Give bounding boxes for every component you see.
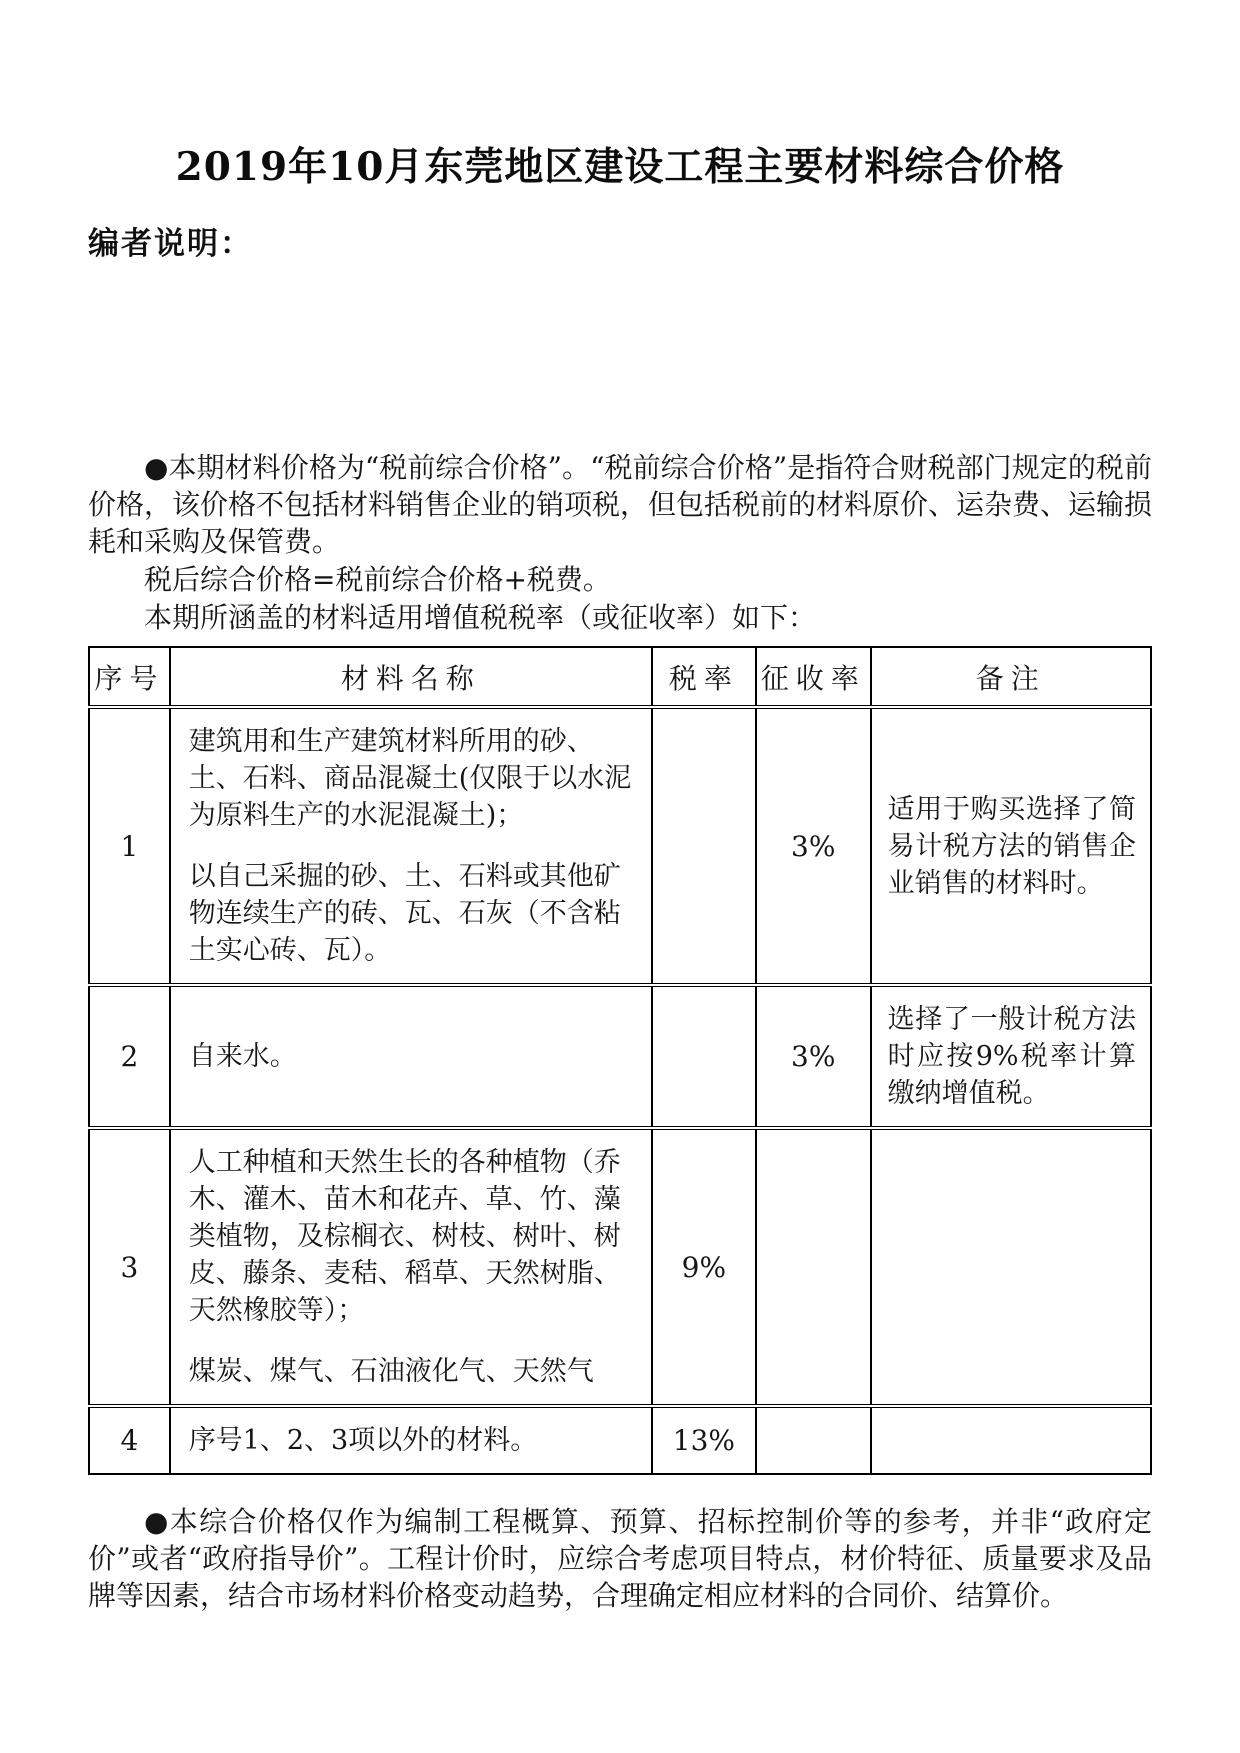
- table-row: [89, 985, 1151, 1128]
- column-header-no: 序号: [89, 647, 170, 707]
- material-paragraph: 建筑用和生产建筑材料所用的砂、土、石料、商品混凝土(仅限于以水泥为原料生产的水泥混凝土)；: [188, 726, 632, 831]
- table-header-row: [89, 647, 1151, 707]
- intro-paragraph-table-caption: 本期所涵盖的材料适用增值税税率（或征收率）如下：: [144, 601, 817, 634]
- material-paragraph: 序号1、2、3项以外的材料。: [188, 1425, 538, 1456]
- cell-levy-rate: 3%: [756, 985, 871, 1128]
- column-header-tax-rate: 税率: [652, 647, 756, 707]
- cell-remark: [871, 1406, 1151, 1474]
- intro-paragraph-pretax-price: ●本期材料价格为“税前综合价格”。“税前综合价格”是指符合财税部门规定的税前价格，该价格不包括材料销售企业的销项税，但包括税前的材料原价、运杂费、运输损耗和采购及保管费。: [88, 451, 1153, 558]
- cell-tax-rate: [652, 707, 756, 985]
- footer-note-section: [88, 1503, 1152, 1614]
- intro-section: [88, 449, 1152, 636]
- cell-levy-rate: [756, 1406, 871, 1474]
- material-paragraph: 以自己采掘的砂、土、石料或其他矿物连续生产的砖、瓦、石灰（不含粘土实心砖、瓦）。: [188, 861, 621, 966]
- cell-material: [170, 1406, 652, 1474]
- cell-remark: [871, 1128, 1151, 1406]
- cell-material: [170, 1128, 652, 1406]
- cell-tax-rate: 9%: [652, 1128, 756, 1406]
- cell-remark: 选择了一般计税方法时应按9%税率计算缴纳增值税。: [871, 985, 1151, 1128]
- cell-levy-rate: [756, 1128, 871, 1406]
- editor-note-label: 编者说明：: [88, 226, 253, 262]
- cell-row-no: 2: [89, 985, 170, 1128]
- material-paragraph: 煤炭、煤气、石油液化气、天然气: [188, 1356, 594, 1387]
- page-title: 2019年10月东莞地区建设工程主要材料综合价格: [175, 144, 1065, 190]
- cell-material: [170, 707, 652, 985]
- cell-material: [170, 985, 652, 1128]
- cell-tax-rate: [652, 985, 756, 1128]
- table-row: [89, 707, 1151, 985]
- table-row: [89, 1406, 1151, 1474]
- cell-row-no: 1: [89, 707, 170, 985]
- cell-row-no: 4: [89, 1406, 170, 1474]
- material-paragraph: 人工种植和天然生长的各种植物（乔木、灌木、苗木和花卉、草、竹、藻类植物，及棕榈衣、树枝、树叶、树皮、藤条、麦秸、稻草、天然树脂、天然橡胶等）；: [188, 1147, 621, 1326]
- column-header-material: 材料名称: [170, 647, 652, 707]
- column-header-levy-rate: 征收率: [756, 647, 871, 707]
- cell-tax-rate: 13%: [652, 1406, 756, 1474]
- column-header-remark: 备注: [871, 647, 1151, 707]
- vat-rate-table: [88, 646, 1152, 1475]
- material-paragraph: 自来水。: [188, 1041, 297, 1072]
- cell-remark: 适用于购买选择了简易计税方法的销售企业销售的材料时。: [871, 707, 1151, 985]
- intro-paragraph-formula: 税后综合价格=税前综合价格+税费。: [144, 563, 611, 596]
- table-row: [89, 1128, 1151, 1406]
- cell-levy-rate: 3%: [756, 707, 871, 985]
- cell-row-no: 3: [89, 1128, 170, 1406]
- footer-paragraph-disclaimer: ●本综合价格仅作为编制工程概算、预算、招标控制价等的参考，并非“政府定价”或者“政府指导价”。工程计价时，应综合考虑项目特点，材价特征、质量要求及品牌等因素，结合市场材料价格变动趋势，合理确定相应材料的合同价、结算价。: [88, 1505, 1152, 1612]
